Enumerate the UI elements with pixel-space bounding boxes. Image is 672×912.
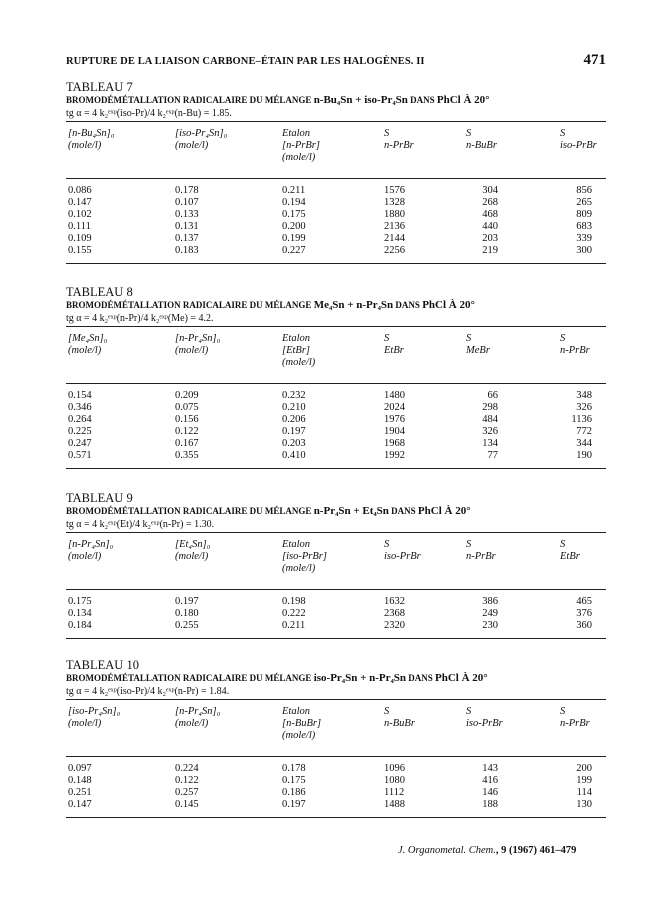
table-cell: 0.355	[175, 450, 199, 461]
table-cell: 1080	[384, 775, 405, 786]
table-cell: 0.232	[282, 390, 306, 401]
table-cell: 2144	[384, 233, 405, 244]
table-cell: 772	[576, 426, 592, 437]
table-cell: 465	[576, 596, 592, 607]
table-cell: 0.255	[175, 620, 199, 631]
table-8-section	[66, 285, 606, 469]
table-cell: 0.145	[175, 799, 199, 810]
table-cell: 0.137	[175, 233, 199, 244]
column-header: S iso-PrBr	[466, 706, 503, 729]
table-cell: 0.227	[282, 245, 306, 256]
column-header: S n-PrBr	[560, 706, 590, 729]
table-row	[66, 209, 606, 221]
table-cell: 0.134	[68, 608, 92, 619]
table-cell: 2368	[384, 608, 405, 619]
table-7-section	[66, 80, 606, 264]
table-cell: 468	[482, 209, 498, 220]
column-header: [n-Pr₄Sn]₀ (mole/l)	[68, 539, 114, 562]
table-body	[66, 596, 606, 638]
table-cell: 1576	[384, 185, 405, 196]
table-cell: 66	[487, 390, 498, 401]
table-cell: 1112	[384, 787, 405, 798]
table-cell: 683	[576, 221, 592, 232]
table-cell: 0.199	[282, 233, 306, 244]
table-formula: tg α = 4 k₂ᵉˣᵖ(n-Pr)/4 k₂ᵉˣᵖ(Me) = 4.2.	[66, 313, 214, 324]
table-formula: tg α = 4 k₂ᵉˣᵖ(Et)/4 k₂ᵉˣᵖ(n-Pr) = 1.30.	[66, 519, 215, 530]
table-row	[66, 414, 606, 426]
table-formula: tg α = 4 k₂ᵉˣᵖ(iso-Pr)/4 k₂ᵉˣᵖ(n-Pr) = 1.84.	[66, 686, 230, 697]
table-cell: 0.184	[68, 620, 92, 631]
table-cell: 2136	[384, 221, 405, 232]
table-row	[66, 608, 606, 620]
table-cell: 0.186	[282, 787, 306, 798]
table-cell: 0.210	[282, 402, 306, 413]
table-cell: 143	[482, 763, 498, 774]
table-9-section	[66, 491, 606, 639]
table-cell: 2256	[384, 245, 405, 256]
table-row	[66, 221, 606, 233]
table-cell: 0.147	[68, 799, 92, 810]
table-cell: 146	[482, 787, 498, 798]
table-cell: 304	[482, 185, 498, 196]
table-cell: 360	[576, 620, 592, 631]
table-row	[66, 775, 606, 787]
table-cell: 0.175	[68, 596, 92, 607]
table-cell: 0.122	[175, 426, 199, 437]
table-row	[66, 450, 606, 462]
table-title: TABLEAU 9	[66, 491, 133, 505]
table-cell: 376	[576, 608, 592, 619]
table-cell: 0.097	[68, 763, 92, 774]
table-cell: 134	[482, 438, 498, 449]
table-cell: 0.197	[282, 799, 306, 810]
table-body	[66, 185, 606, 263]
table-caption: BROMODÉMÉTALLATION RADICALAIRE DU MÉLANGE n-Pr₄Sn + Et₄Sn DANS PhCl À 20°	[66, 505, 471, 517]
table-caption: BROMODÉMÉTALLATION RADICALAIRE DU MÉLANGE n-Bu₄Sn + iso-Pr₄Sn DANS PhCl À 20°	[66, 94, 490, 106]
table-cell: 0.109	[68, 233, 92, 244]
table-cell: 200	[576, 763, 592, 774]
table-cell: 0.346	[68, 402, 92, 413]
table-cell: 0.206	[282, 414, 306, 425]
table-cell: 0.175	[282, 209, 306, 220]
table-body	[66, 390, 606, 468]
table-cell: 0.203	[282, 438, 306, 449]
table-cell: 1096	[384, 763, 405, 774]
table-cell: 0.133	[175, 209, 199, 220]
table-header	[66, 333, 606, 383]
table-row	[66, 185, 606, 197]
table-cell: 0.102	[68, 209, 92, 220]
table-cell: 190	[576, 450, 592, 461]
table-cell: 0.247	[68, 438, 92, 449]
table-cell: 249	[482, 608, 498, 619]
column-header: [n-Pr₄Sn]₀ (mole/l)	[175, 706, 221, 729]
column-header: [iso-Pr₄Sn]₀ (mole/l)	[175, 128, 228, 151]
column-header: Etalon [EtBr] (mole/l)	[282, 333, 316, 368]
table-row	[66, 402, 606, 414]
table-cell: 344	[576, 438, 592, 449]
table-row	[66, 390, 606, 402]
table-cell: 219	[482, 245, 498, 256]
table-cell: 0.156	[175, 414, 199, 425]
table-bottom-rule	[66, 263, 606, 264]
table-cell: 1968	[384, 438, 405, 449]
table-row	[66, 426, 606, 438]
table-caption: BROMODÉMÉTALLATION RADICALAIRE DU MÉLANGE Me₄Sn + n-Pr₄Sn DANS PhCl À 20°	[66, 299, 475, 311]
table-cell: 0.175	[282, 775, 306, 786]
column-header: S EtBr	[560, 539, 580, 562]
column-header: Etalon [iso-PrBr] (mole/l)	[282, 539, 327, 574]
journal-citation: J. Organometal. Chem., 9 (1967) 461–479	[398, 845, 577, 856]
table-cell: 0.194	[282, 197, 306, 208]
column-header: [Me₄Sn]₀ (mole/l)	[68, 333, 108, 356]
table-cell: 1880	[384, 209, 405, 220]
table-cell: 0.225	[68, 426, 92, 437]
column-header: S n-PrBr	[466, 539, 496, 562]
table-cell: 0.410	[282, 450, 306, 461]
table-cell: 188	[482, 799, 498, 810]
table-header	[66, 539, 606, 589]
table-formula: tg α = 4 k₂ᵉˣᵖ(iso-Pr)/4 k₂ᵉˣᵖ(n-Bu) = 1.85.	[66, 108, 232, 119]
table-mid-rule	[66, 589, 606, 590]
column-header: Etalon [n-PrBr] (mole/l)	[282, 128, 320, 163]
table-cell: 1976	[384, 414, 405, 425]
table-cell: 1992	[384, 450, 405, 461]
table-cell: 203	[482, 233, 498, 244]
table-cell: 230	[482, 620, 498, 631]
table-cell: 0.571	[68, 450, 92, 461]
table-cell: 0.131	[175, 221, 199, 232]
table-cell: 114	[576, 787, 592, 798]
table-cell: 0.075	[175, 402, 199, 413]
table-mid-rule	[66, 756, 606, 757]
table-cell: 0.197	[175, 596, 199, 607]
table-bottom-rule	[66, 638, 606, 639]
table-mid-rule	[66, 178, 606, 179]
table-cell: 856	[576, 185, 592, 196]
table-row	[66, 233, 606, 245]
table-cell: 77	[487, 450, 498, 461]
column-header: S n-PrBr	[384, 128, 414, 151]
table-cell: 416	[482, 775, 498, 786]
page-number: 471	[583, 52, 606, 68]
table-row	[66, 245, 606, 257]
table-header	[66, 128, 606, 178]
table-row	[66, 763, 606, 775]
column-header: S iso-PrBr	[560, 128, 597, 151]
table-cell: 0.154	[68, 390, 92, 401]
table-cell: 0.148	[68, 775, 92, 786]
table-cell: 339	[576, 233, 592, 244]
table-cell: 484	[482, 414, 498, 425]
column-header: Etalon [n-BuBr] (mole/l)	[282, 706, 322, 741]
table-cell: 2320	[384, 620, 405, 631]
table-cell: 300	[576, 245, 592, 256]
table-top-rule	[66, 121, 606, 122]
table-body	[66, 763, 606, 817]
table-title: TABLEAU 8	[66, 285, 133, 299]
table-cell: 268	[482, 197, 498, 208]
table-row	[66, 787, 606, 799]
column-header: S n-BuBr	[384, 706, 415, 729]
table-cell: 0.211	[282, 620, 306, 631]
table-cell: 0.086	[68, 185, 92, 196]
table-cell: 0.197	[282, 426, 306, 437]
table-cell: 0.200	[282, 221, 306, 232]
table-row	[66, 596, 606, 608]
table-row	[66, 620, 606, 632]
table-top-rule	[66, 532, 606, 533]
table-row	[66, 197, 606, 209]
table-title: TABLEAU 10	[66, 658, 139, 672]
table-header	[66, 706, 606, 756]
table-cell: 1136	[571, 414, 592, 425]
table-cell: 0.257	[175, 787, 199, 798]
table-cell: 2024	[384, 402, 405, 413]
column-header: S n-BuBr	[466, 128, 497, 151]
table-cell: 0.178	[282, 763, 306, 774]
table-mid-rule	[66, 383, 606, 384]
table-cell: 0.107	[175, 197, 199, 208]
column-header: [n-Pr₄Sn]₀ (mole/l)	[175, 333, 221, 356]
table-10-section	[66, 658, 606, 818]
column-header: [Et₄Sn]₀ (mole/l)	[175, 539, 211, 562]
column-header: S iso-PrBr	[384, 539, 421, 562]
table-cell: 0.147	[68, 197, 92, 208]
page-header	[66, 52, 606, 72]
table-cell: 0.264	[68, 414, 92, 425]
table-title: TABLEAU 7	[66, 80, 133, 94]
table-cell: 0.167	[175, 438, 199, 449]
running-title: RUPTURE DE LA LIAISON CARBONE–ÉTAIN PAR LES HALOGÈNES. II	[66, 56, 425, 67]
table-cell: 0.209	[175, 390, 199, 401]
table-cell: 809	[576, 209, 592, 220]
table-cell: 326	[576, 402, 592, 413]
table-cell: 130	[576, 799, 592, 810]
table-cell: 0.122	[175, 775, 199, 786]
column-header: [n-Bu₄Sn]₀ (mole/l)	[68, 128, 115, 151]
table-cell: 0.251	[68, 787, 92, 798]
table-cell: 0.155	[68, 245, 92, 256]
table-cell: 1904	[384, 426, 405, 437]
table-cell: 1480	[384, 390, 405, 401]
table-top-rule	[66, 326, 606, 327]
table-cell: 0.180	[175, 608, 199, 619]
table-cell: 199	[576, 775, 592, 786]
column-header: S n-PrBr	[560, 333, 590, 356]
table-cell: 440	[482, 221, 498, 232]
table-cell: 0.224	[175, 763, 199, 774]
table-row	[66, 799, 606, 811]
table-cell: 298	[482, 402, 498, 413]
table-row	[66, 438, 606, 450]
table-cell: 0.183	[175, 245, 199, 256]
table-cell: 0.222	[282, 608, 306, 619]
column-header: [iso-Pr₄Sn]₀ (mole/l)	[68, 706, 121, 729]
table-cell: 326	[482, 426, 498, 437]
table-cell: 265	[576, 197, 592, 208]
table-cell: 1632	[384, 596, 405, 607]
table-caption: BROMODÉMÉTALLATION RADICALAIRE DU MÉLANGE iso-Pr₄Sn + n-Pr₄Sn DANS PhCl À 20°	[66, 672, 488, 684]
table-cell: 0.211	[282, 185, 306, 196]
table-cell: 348	[576, 390, 592, 401]
table-cell: 386	[482, 596, 498, 607]
table-cell: 1488	[384, 799, 405, 810]
column-header: S EtBr	[384, 333, 404, 356]
table-cell: 0.178	[175, 185, 199, 196]
table-bottom-rule	[66, 468, 606, 469]
table-top-rule	[66, 699, 606, 700]
table-cell: 1328	[384, 197, 405, 208]
table-bottom-rule	[66, 817, 606, 818]
table-cell: 0.111	[68, 221, 91, 232]
table-cell: 0.198	[282, 596, 306, 607]
column-header: S MeBr	[466, 333, 490, 356]
